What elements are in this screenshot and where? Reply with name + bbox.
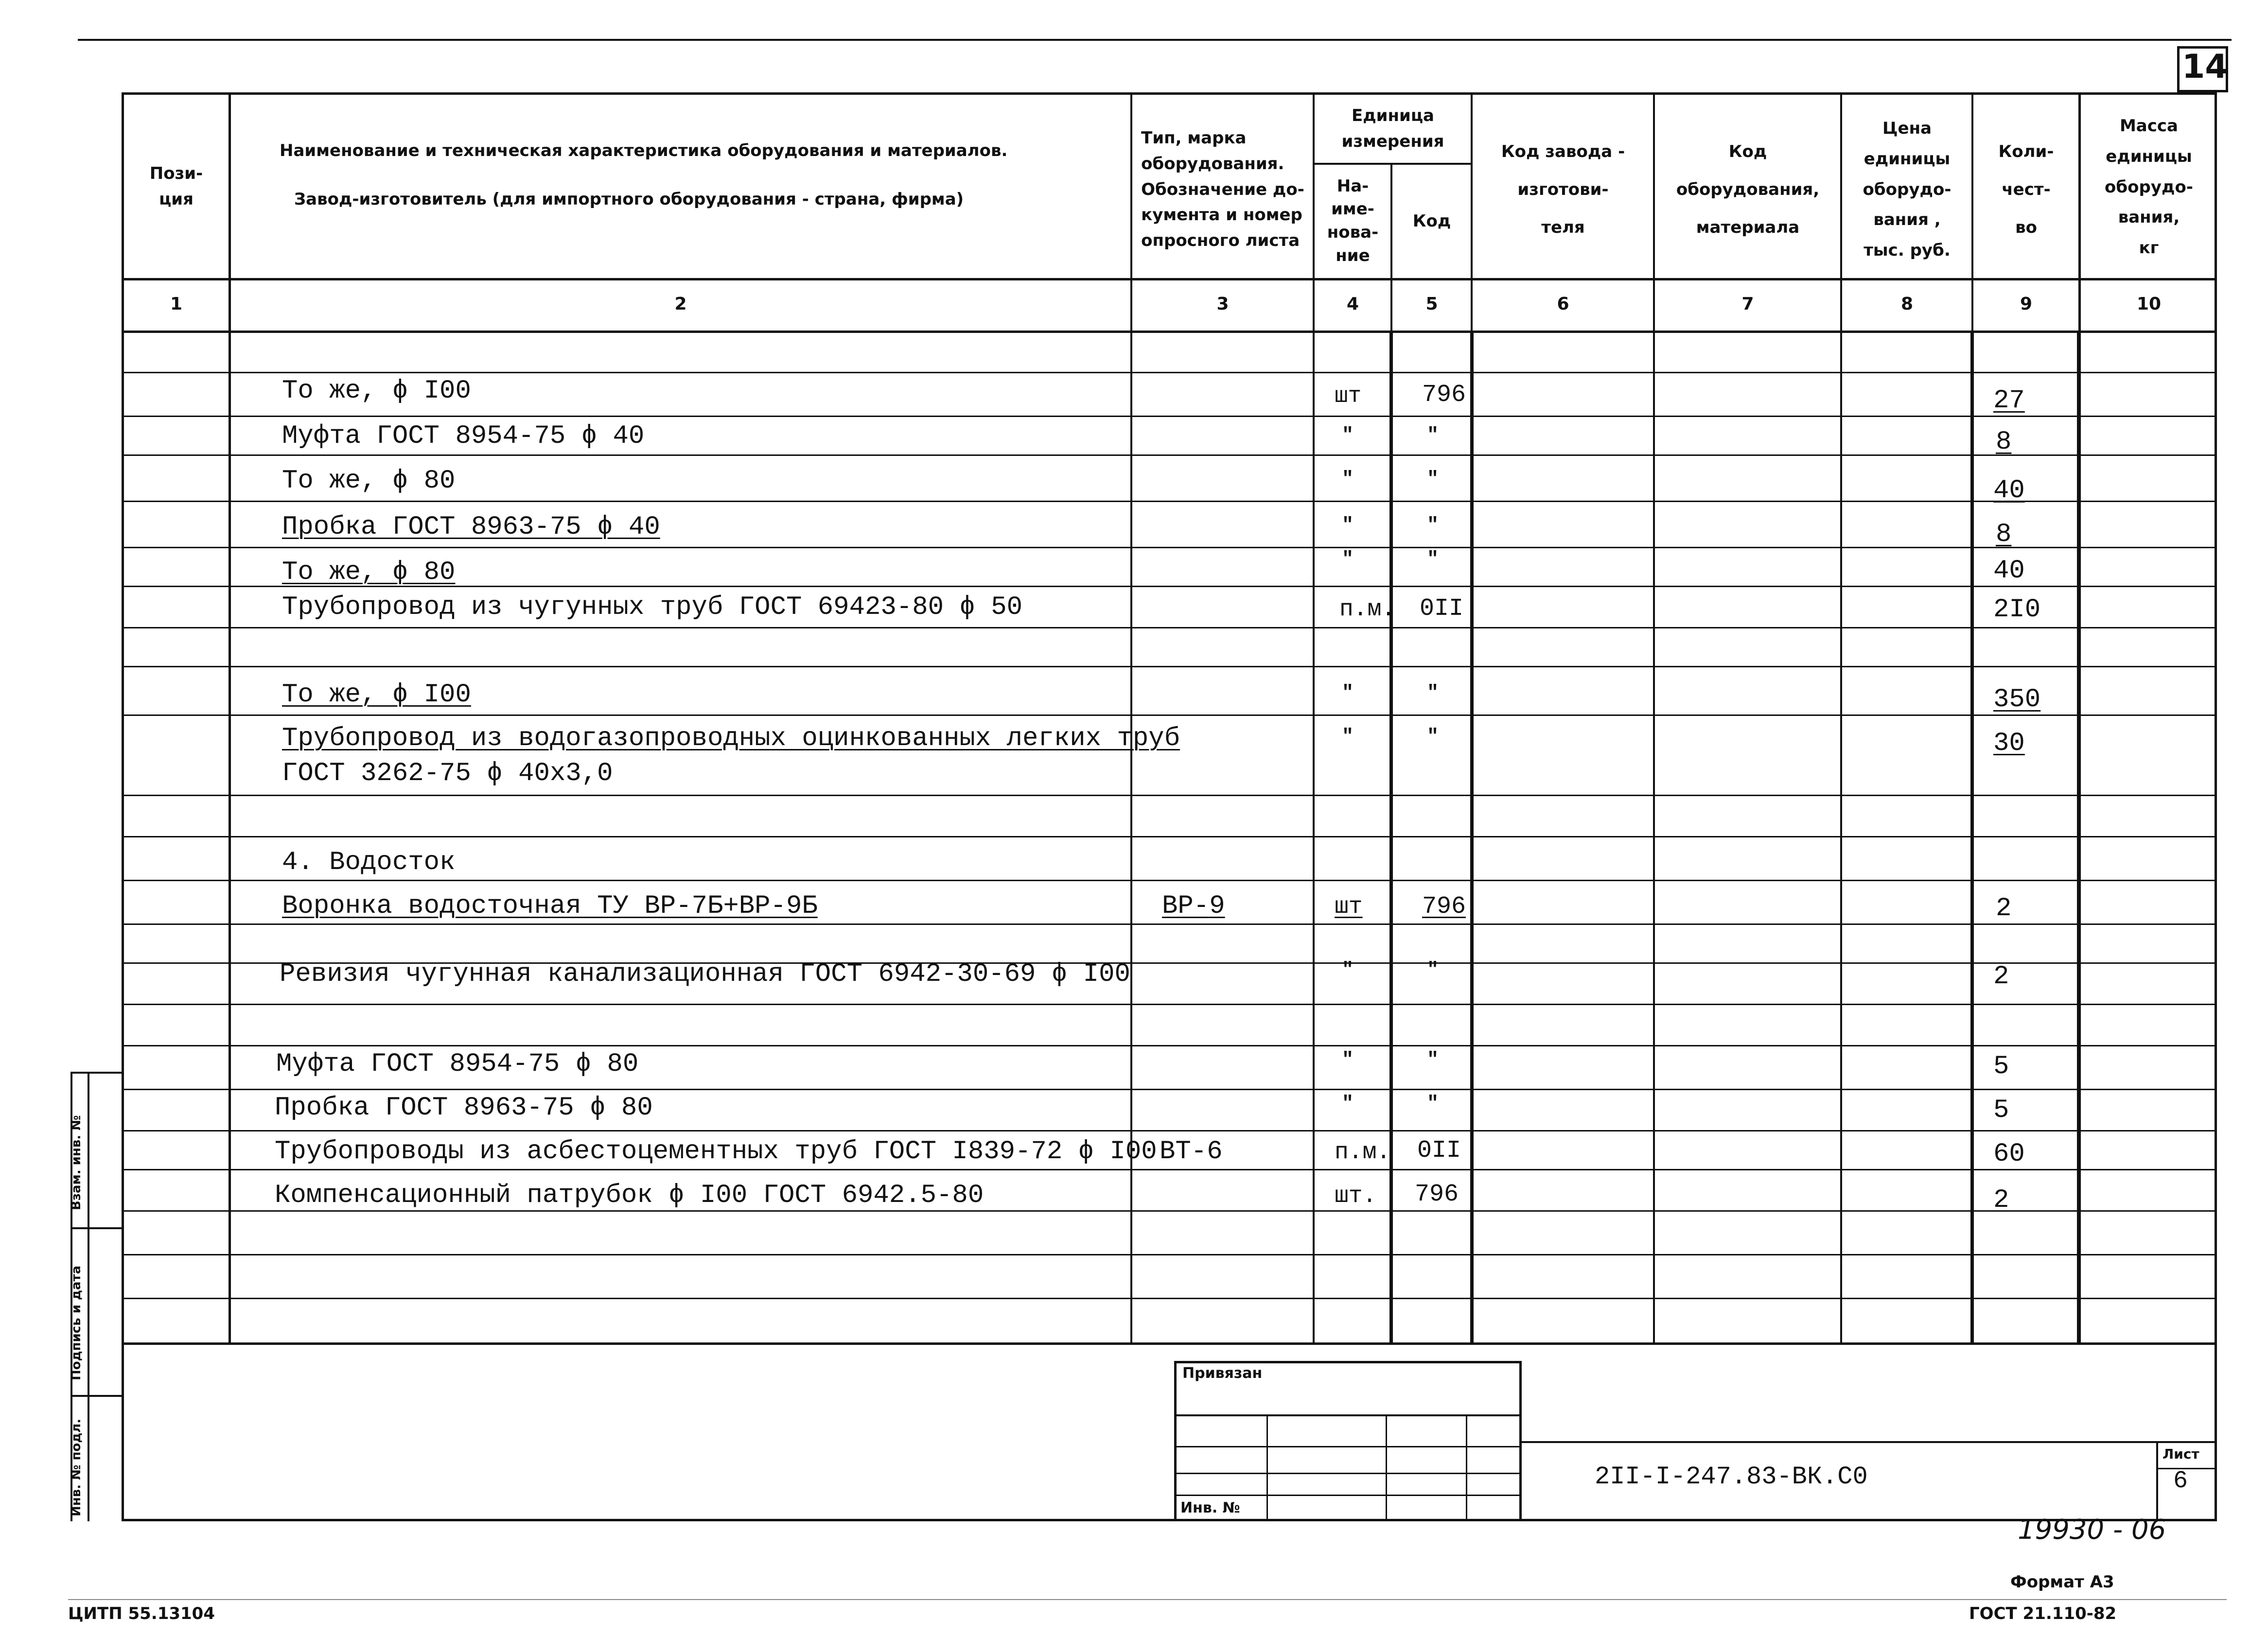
item-name: Муфта ГОСТ 8954-75 ϕ 40	[282, 421, 645, 451]
colnum-6: 6	[1557, 294, 1569, 314]
quantity: 2	[1993, 962, 2009, 992]
unit-code: 0II	[1420, 595, 1464, 623]
thick-col-10-left	[2077, 333, 2080, 1344]
header-equipment-code: Код оборудования, материала	[1676, 141, 1820, 238]
header-name-line2: Завод-изготовитель (для импортного оборудования - страна, фирма)	[294, 189, 964, 209]
stamp-small-table	[1174, 1361, 1522, 1521]
colnum-2: 2	[674, 294, 687, 314]
inv-no-label: Инв. №	[1180, 1499, 1240, 1516]
unit-code: "	[1427, 549, 1439, 571]
list-number: 6	[2173, 1467, 2188, 1495]
quantity: 8	[1996, 427, 2012, 457]
header-quantity: Коли- чест- во	[1998, 141, 2054, 238]
list-label: Лист	[2163, 1446, 2199, 1462]
unit-name: "	[1342, 515, 1354, 537]
item-name: Трубопровод из чугунных труб ГОСТ 69423-80 ϕ 50	[282, 592, 1023, 622]
colnum-10: 10	[2136, 294, 2162, 314]
unit-code: "	[1427, 959, 1439, 981]
quantity: 30	[1993, 729, 2025, 758]
item-name: Трубопроводы из асбестоцементных труб ГОСТ I839-72 ϕ I00	[275, 1137, 1157, 1166]
item-name: Трубопровод из водогазопроводных оцинкованных легких труб	[282, 724, 1180, 753]
row-line	[124, 880, 2217, 881]
unit-name: п.м.	[1339, 596, 1396, 623]
row-line	[124, 454, 2217, 456]
stamp-col	[1386, 1414, 1387, 1521]
header-position: Пози- ция	[149, 163, 203, 209]
row-line	[124, 627, 2217, 628]
stamp-rule	[1174, 1446, 1522, 1447]
header-bottom-rule	[122, 278, 2217, 280]
thick-col-5-left	[1389, 333, 1393, 1344]
unit-name: шт.	[1335, 1183, 1377, 1209]
item-name: Ревизия чугунная канализационная ГОСТ 6942-30-69 ϕ I00	[280, 959, 1130, 989]
quantity: 27	[1993, 386, 2025, 416]
header-factory-code: Код завода - изготови- теля	[1501, 141, 1625, 238]
side-strip-rule	[70, 1072, 124, 1074]
item-name: ГОСТ 3262-75 ϕ 40х3,0	[282, 759, 613, 788]
header-type: Тип, марка оборудования. Обозначение до- кумента и номер опросного листа	[1141, 128, 1304, 251]
quantity: 2	[1993, 1185, 2009, 1215]
row-line	[124, 714, 2217, 716]
unit-split-rule	[1313, 163, 1471, 165]
item-name: Муфта ГОСТ 8954-75 ϕ 80	[276, 1049, 639, 1079]
quantity: 40	[1993, 476, 2025, 505]
header-mass: Масса единицы оборудо- вания, кг	[2105, 116, 2193, 258]
colnum-9: 9	[2020, 294, 2033, 314]
unit-code: 796	[1422, 381, 1466, 409]
unit-code: "	[1427, 425, 1439, 447]
col-line-3	[1313, 92, 1315, 1344]
item-name: То же, ϕ I00	[282, 680, 471, 710]
row-line	[124, 666, 2217, 667]
side-label-replaced-inv: Взам. инв. №	[69, 1115, 84, 1210]
unit-name: "	[1342, 549, 1354, 571]
row-line	[124, 1089, 2217, 1090]
item-name: Компенсационный патрубок ϕ I00 ГОСТ 6942.5-80	[275, 1181, 984, 1210]
unit-code: "	[1427, 515, 1439, 537]
unit-name: шт	[1335, 894, 1363, 920]
unit-name: "	[1342, 682, 1354, 704]
unit-name: "	[1342, 469, 1354, 490]
row-line	[124, 1254, 2217, 1255]
unit-code: 0II	[1417, 1137, 1461, 1165]
row-line	[124, 1004, 2217, 1005]
list-box-left	[2156, 1441, 2158, 1521]
unit-code: "	[1427, 726, 1439, 748]
row-line	[124, 836, 2217, 837]
header-unit-code: Код	[1412, 211, 1451, 231]
quantity: 350	[1993, 685, 2041, 714]
footer-rule	[68, 1599, 2227, 1600]
unit-name: "	[1342, 1049, 1354, 1071]
item-name: То же, ϕ 80	[282, 466, 456, 496]
row-line	[124, 372, 2217, 373]
col-line-7	[1840, 92, 1842, 1344]
header-unit-group: Единица измерения	[1341, 106, 1444, 151]
row-line	[124, 1298, 2217, 1299]
unit-name: шт	[1335, 383, 1362, 409]
row-line	[124, 1045, 2217, 1046]
quantity: 8	[1996, 520, 2012, 549]
quantity: 2	[1996, 894, 2012, 923]
stamp-col	[1266, 1414, 1268, 1521]
item-type: ВР-9	[1162, 891, 1225, 921]
row-line	[124, 501, 2217, 502]
quantity: 2I0	[1993, 595, 2041, 625]
stamp-rule	[1174, 1414, 1522, 1416]
top-rule	[78, 39, 2232, 41]
colnum-4: 4	[1346, 294, 1359, 314]
unit-name: "	[1342, 726, 1354, 748]
sheet-marker: 14	[2182, 48, 2228, 86]
stamp-col	[1466, 1414, 1467, 1521]
colnum-1: 1	[170, 294, 183, 314]
unit-name: "	[1342, 1093, 1354, 1115]
left-footer-code: ЦИТП 55.13104	[68, 1604, 215, 1623]
side-strip-rule	[70, 1227, 124, 1229]
table-body-bottom	[124, 1342, 2217, 1345]
item-name: Пробка ГОСТ 8963-75 ϕ 80	[275, 1093, 653, 1123]
row-line	[124, 1169, 2217, 1170]
row-line	[124, 416, 2217, 417]
item-name: Воронка водосточная ТУ ВР-7Б+ВР-9Б	[282, 891, 818, 921]
thick-col-6-left	[1470, 333, 1474, 1344]
header-price: Цена единицы оборудо- вания , тыс. руб.	[1863, 118, 1952, 261]
header-name-line1: Наименование и техническая характеристика оборудования и материалов.	[280, 140, 1008, 160]
item-type: ВТ-6	[1160, 1137, 1223, 1166]
header-unit-name: На- име- нова- ние	[1327, 176, 1379, 265]
stamp-rule	[1174, 1495, 1522, 1496]
side-strip-rule	[70, 1395, 124, 1397]
thick-col-9-left	[1970, 333, 1974, 1344]
row-line	[124, 547, 2217, 548]
unit-name: п.м.	[1335, 1139, 1391, 1166]
quantity: 5	[1993, 1096, 2009, 1125]
unit-code: 796	[1422, 893, 1466, 921]
col-line-6	[1653, 92, 1655, 1344]
unit-code: "	[1427, 682, 1439, 704]
row-line	[124, 1210, 2217, 1212]
unit-name: "	[1342, 425, 1354, 447]
privyazan-label: Привязан	[1182, 1365, 1263, 1382]
item-name: Пробка ГОСТ 8963-75 ϕ 40	[282, 512, 660, 542]
colnum-8: 8	[1900, 294, 1914, 314]
side-label-signature-date: Подпись и дата	[69, 1265, 84, 1380]
col-line-1	[229, 92, 231, 1344]
colnum-3: 3	[1216, 294, 1229, 314]
unit-code: 796	[1415, 1181, 1459, 1208]
side-strip-line	[88, 1072, 89, 1521]
quantity: 60	[1993, 1139, 2025, 1169]
row-line	[124, 1130, 2217, 1131]
stamp-rule	[1174, 1473, 1522, 1474]
side-label-original-inv: Инв. № подл.	[69, 1418, 84, 1516]
row-line	[124, 923, 2217, 925]
title-block-rule	[1522, 1441, 2217, 1443]
format-label: Формат А3	[2010, 1572, 2114, 1592]
unit-name: "	[1342, 959, 1354, 981]
colnum-5: 5	[1425, 294, 1438, 314]
item-name: То же, ϕ 80	[282, 557, 456, 587]
unit-code: "	[1427, 469, 1439, 490]
quantity: 5	[1993, 1052, 2009, 1081]
document-code: 2II-I-247.83-ВК.С0	[1595, 1462, 1868, 1491]
unit-code: "	[1427, 1093, 1439, 1115]
unit-code: "	[1427, 1049, 1439, 1071]
gost-label: ГОСТ 21.110-82	[1969, 1604, 2117, 1623]
item-name: То же, ϕ I00	[282, 376, 471, 406]
quantity: 40	[1993, 556, 2025, 586]
section-title: 4. Водосток	[282, 848, 456, 877]
colnum-7: 7	[1741, 294, 1754, 314]
row-line	[124, 795, 2217, 796]
album-number: 19930 - 06	[2018, 1514, 2166, 1546]
numbers-bottom-rule	[122, 331, 2217, 333]
